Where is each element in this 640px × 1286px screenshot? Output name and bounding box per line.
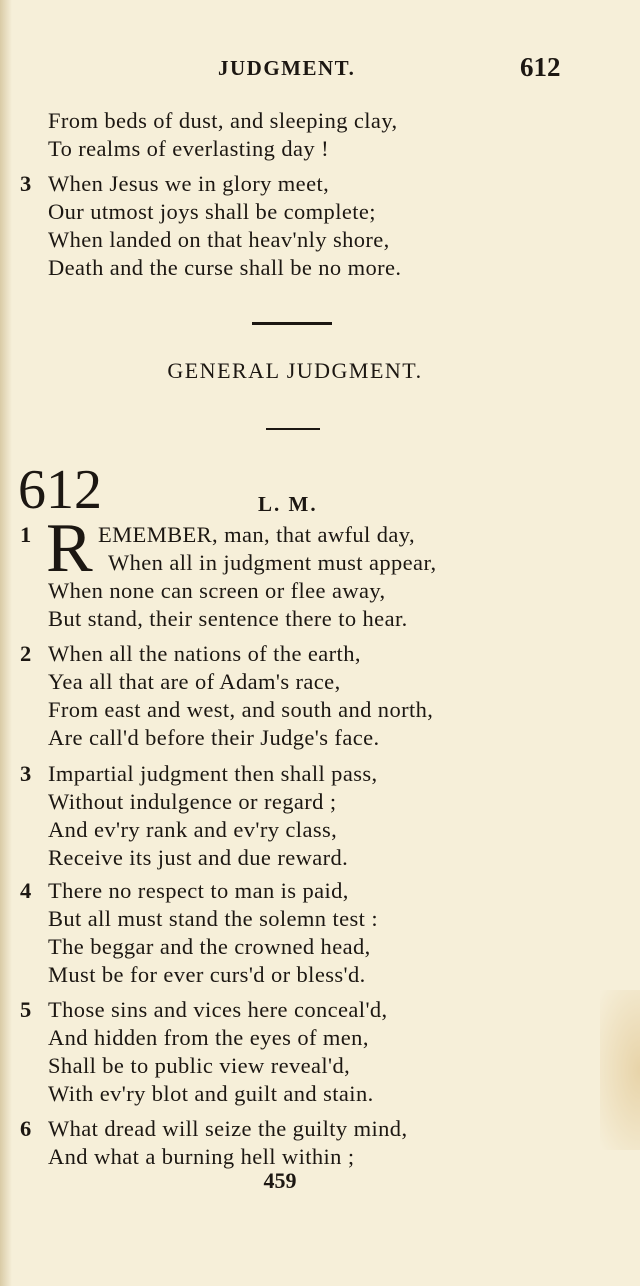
verse-line: With ev'ry blot and guilt and stain. [48, 1081, 374, 1106]
page-gutter-shadow [0, 0, 12, 1286]
verse-line: To realms of everlasting day ! [48, 136, 329, 161]
verse-number: 3 [20, 171, 32, 196]
verse-line: The beggar and the crowned head, [48, 934, 371, 959]
verse-line: But all must stand the solemn test : [48, 906, 379, 931]
verse-line: Impartial judgment then shall pass, [48, 761, 378, 786]
paper-stain [600, 990, 640, 1150]
verse-line: When none can screen or flee away, [48, 578, 386, 603]
hymn-meter: L. M. [258, 492, 318, 516]
verse-line: EMEMBER, man, that awful day, [98, 522, 415, 547]
verse-number: 3 [20, 761, 32, 786]
verse-line: And ev'ry rank and ev'ry class, [48, 817, 338, 842]
verse-line: Shall be to public view reveal'd, [48, 1053, 351, 1078]
verse-line: Death and the curse shall be no more. [48, 255, 402, 280]
verse-line: Our utmost joys shall be complete; [48, 199, 376, 224]
verse-line: Must be for ever curs'd or bless'd. [48, 962, 366, 987]
verse-line: When Jesus we in glory meet, [48, 171, 330, 196]
page-number: 459 [263, 1168, 297, 1193]
verse-line: When all in judgment must appear, [108, 550, 437, 575]
verse-line: But stand, their sentence there to hear. [48, 606, 408, 631]
running-title: JUDGMENT. [218, 56, 356, 80]
verse-line: Receive its just and due reward. [48, 845, 349, 870]
header-hymn-number: 612 [520, 52, 561, 82]
verse-line: From east and west, and south and north, [48, 697, 434, 722]
verse-line: When landed on that heav'nly shore, [48, 227, 390, 252]
section-divider [252, 322, 332, 325]
verse-line: What dread will seize the guilty mind, [48, 1116, 408, 1141]
verse-number: 5 [20, 997, 32, 1022]
verse-number: 4 [20, 878, 32, 903]
verse-line: And hidden from the eyes of men, [48, 1025, 369, 1050]
verse-line: Yea all that are of Adam's race, [48, 669, 341, 694]
verse-number: 1 [20, 522, 32, 547]
verse-line: Are call'd before their Judge's face. [48, 725, 380, 750]
verse-line: When all the nations of the earth, [48, 641, 361, 666]
verse-line: Those sins and vices here conceal'd, [48, 997, 388, 1022]
drop-cap: R [46, 510, 93, 587]
section-title: GENERAL JUDGMENT. [167, 358, 423, 383]
section-divider [266, 428, 320, 430]
verse-line: From beds of dust, and sleeping clay, [48, 108, 398, 133]
verse-line: There no respect to man is paid, [48, 878, 349, 903]
verse-line: And what a burning hell within ; [48, 1144, 355, 1169]
running-header [0, 52, 640, 86]
verse-number: 2 [20, 641, 32, 666]
verse-number: 6 [20, 1116, 32, 1141]
hymn-number: 612 [18, 459, 102, 521]
verse-line: Without indulgence or regard ; [48, 789, 337, 814]
